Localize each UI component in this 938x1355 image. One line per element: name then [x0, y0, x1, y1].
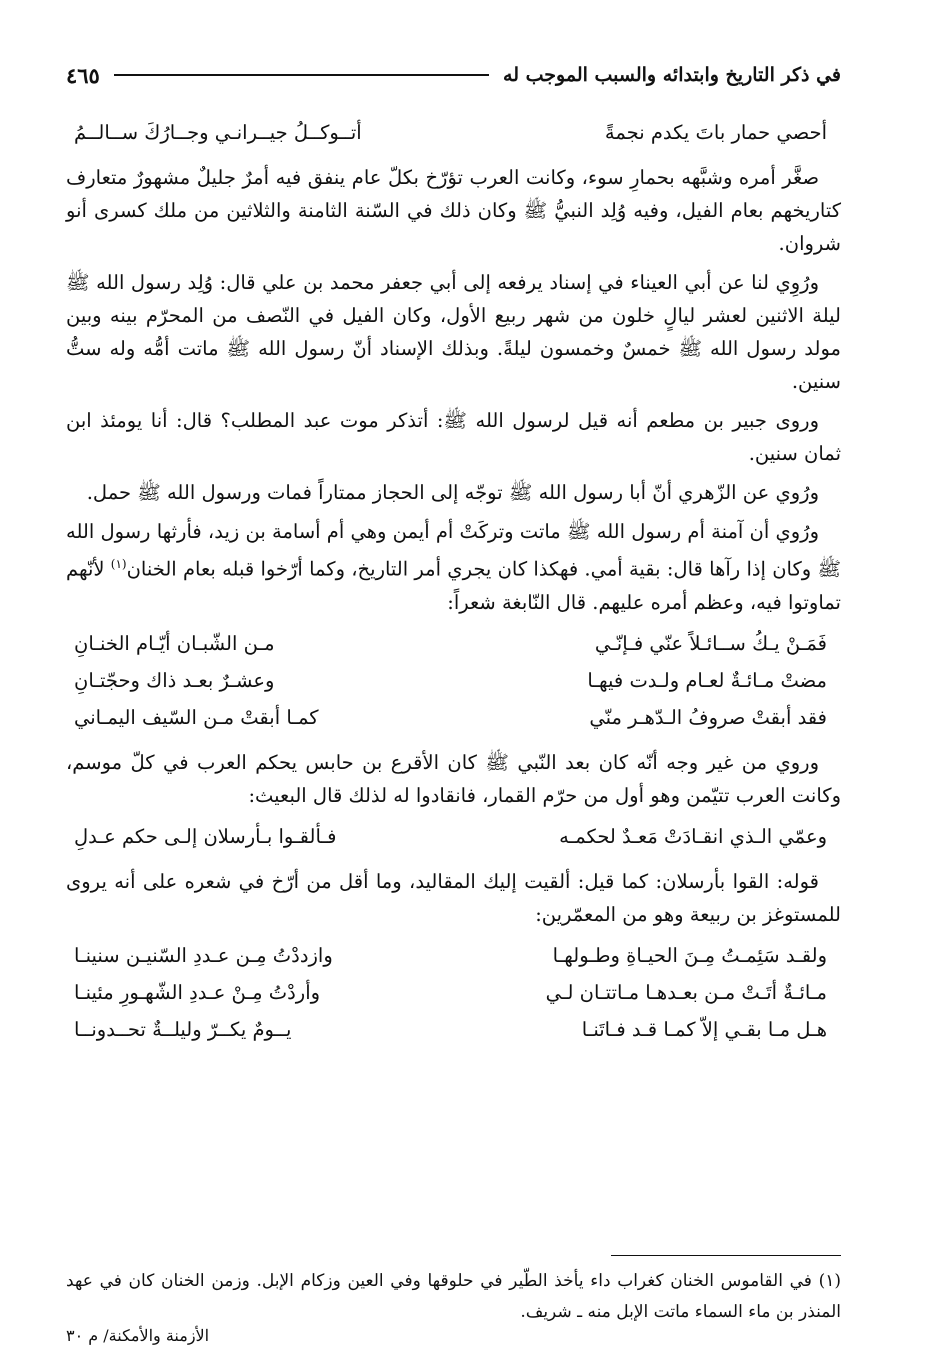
verse-hemistich-first: ولقـد سَئِمـتُ مِـنَ الحيـاةِ وطـولهـا: [552, 943, 827, 967]
paragraph-text: ورُوي أن آمنة أم رسول الله ﷺ ماتت وتركَتْ أم أيمن وهي أم أسامة بن زيد، فأرثها رسول الله ﷺ وكان إذا رآها قال: بقية أمي. فهكذا كان يجري أمر التاريخ، وكما أرّخوا قبله بعام الخنان: [66, 520, 841, 581]
verse-line: [66, 818, 841, 855]
verse-hemistich-second: وعشـرٌ بعـد ذاك وحجّتـانِ: [74, 668, 275, 692]
verse-hemistich-first: فقد أبقتْ صروفُ الـدّهـر منّي: [589, 705, 827, 729]
paragraph: صغَّر أمره وشبَّهه بحمارِ سوء، وكانت العرب تؤرّخ بكلّ عام ينفق فيه أمرٌ جليلٌ مشهورٌ متعارف كتاريخهم بعام الفيل، وفيه وُلِد النبيُّ ﷺ وكان ذلك في السّنة الثامنة والثلاثين من ملك كسرى أنو شروان.: [66, 166, 841, 255]
verse-line: [66, 937, 841, 974]
verse-hemistich-first: هـل مـا بقـي إلاّ كمـا قـد فـاتَنـا: [581, 1017, 827, 1041]
paragraph: وروى جبير بن مطعم أنه قيل لرسول الله ﷺ: أتذكر موت عبد المطلب؟ قال: أنا يومئذ ابن ثمان سنين.: [66, 409, 841, 465]
verse-line: [66, 625, 841, 662]
verse-hemistich-first: مـائـةٌ أتَـتْ مـن بعـدهـا مـاتتـان لـي: [545, 980, 827, 1004]
footnote: (١) في القاموس الخنان كغراب داء يأخذ الطّير في حلوقها وفي العين وزكام الإبل. وزمن الخنان كان في عهد المنذر بن ماء السماء ماتت الإبل منه ـ شريف.: [66, 1271, 841, 1322]
paragraph: قوله: القوا بأرسلان: كما قيل: ألقيت إليك المقاليد، وما أقل من أرّخ في شعره على أنه يروى للمستوغز بن ربيعة وهو من المعمّرين:: [66, 869, 841, 926]
verse-line: [66, 114, 841, 151]
verse-hemistich-second: فـألقـوا بـأرسلان إلـى حكم عـدلِ: [74, 824, 337, 848]
verse-hemistich-first: أحصي حمار باتَ يكدم نجمةً: [604, 121, 827, 144]
verse-hemistich-second: وازددْتُ مِـن عـددِ السّنيـن سنينـا: [74, 943, 333, 967]
verse-hemistich-second: أتــوكــلُ جيــرانـي وجــارُكَ ســالــمُ: [74, 121, 362, 144]
verse-line: [66, 699, 841, 736]
paragraph: [66, 515, 841, 619]
verse-block-baith: [66, 818, 841, 855]
verse-block-top: [66, 114, 841, 151]
paragraph: ورُوي عن الزّهري أنّ أبا رسول الله ﷺ توجّه إلى الحجاز ممتاراً فمات ورسول الله ﷺ حمل.: [86, 481, 819, 504]
footnote-marker: (١): [110, 557, 127, 571]
verse-hemistich-second: يــومٌ يكــرّ وليلــةٌ تحــدونــا: [74, 1017, 292, 1041]
paragraph-text: لأنّهم تماوتوا فيه، وعظم أمره عليهم. قال النّابغة شعراً:: [66, 557, 841, 614]
paragraph: وروي من غير وجه أنّه كان بعد النّبي ﷺ كان الأقرع بن حابس يحكم العرب في كلّ موسم، وكانت العرب تتيّمن وهو أول من حرّم القمار، فانقادوا له لذلك قال البعيث:: [66, 750, 841, 807]
page-number: ٤٦٥: [66, 62, 100, 88]
running-title: في ذكر التاريخ وابتدائه والسبب الموجب له: [503, 64, 841, 86]
page-header: [66, 58, 841, 92]
verse-line: [66, 662, 841, 699]
header-rule: [114, 74, 489, 76]
verse-hemistich-first: مضتْ مـائـةٌ لعـام ولـدت فيهـا: [587, 668, 827, 692]
paragraph: ورُوِي لنا عن أبي العيناء في إسناد يرفعه إلى أبي جعفر محمد بن علي قال: وُلِد رسول الله ﷺ ليلة الاثنين لعشر ليالٍ خلون من شهر ربيع الأول، وكان الفيل في النّصف من المحرّم بينه وبين مولد رسول الله ﷺ خمسٌ وخمسون ليلةً. وبذلك الإسناد أنّ رسول الله ﷺ ماتت أمُّه وله ستُّ سنين.: [66, 271, 841, 393]
verse-hemistich-second: وأردْتُ مِـنْ عـددِ الشّهـورِ مئينـا: [74, 980, 321, 1004]
verse-hemistich-first: وعمّي الـذي انقـادَتْ مَعـدٌ لحكمـه: [559, 824, 827, 848]
verse-block-mustawghiz: [66, 937, 841, 1048]
verse-block-nabigha: [66, 625, 841, 736]
verse-hemistich-second: كمـا أبقتْ مـن السّيف اليمـاني: [74, 705, 319, 729]
verse-hemistich-first: فَمَـنْ يـكُ ســائـلاً عنّي فـإنّـي: [594, 631, 827, 655]
verse-line: [66, 1011, 841, 1048]
body-text: [66, 110, 841, 1058]
verse-hemistich-second: مـن الشّبـان أيّـام الخنـانِ: [74, 631, 275, 655]
footnote-rule: [611, 1255, 841, 1256]
verse-line: [66, 974, 841, 1011]
signature-mark: الأزمنة والأمكنة/ م ٣٠: [66, 1326, 210, 1345]
